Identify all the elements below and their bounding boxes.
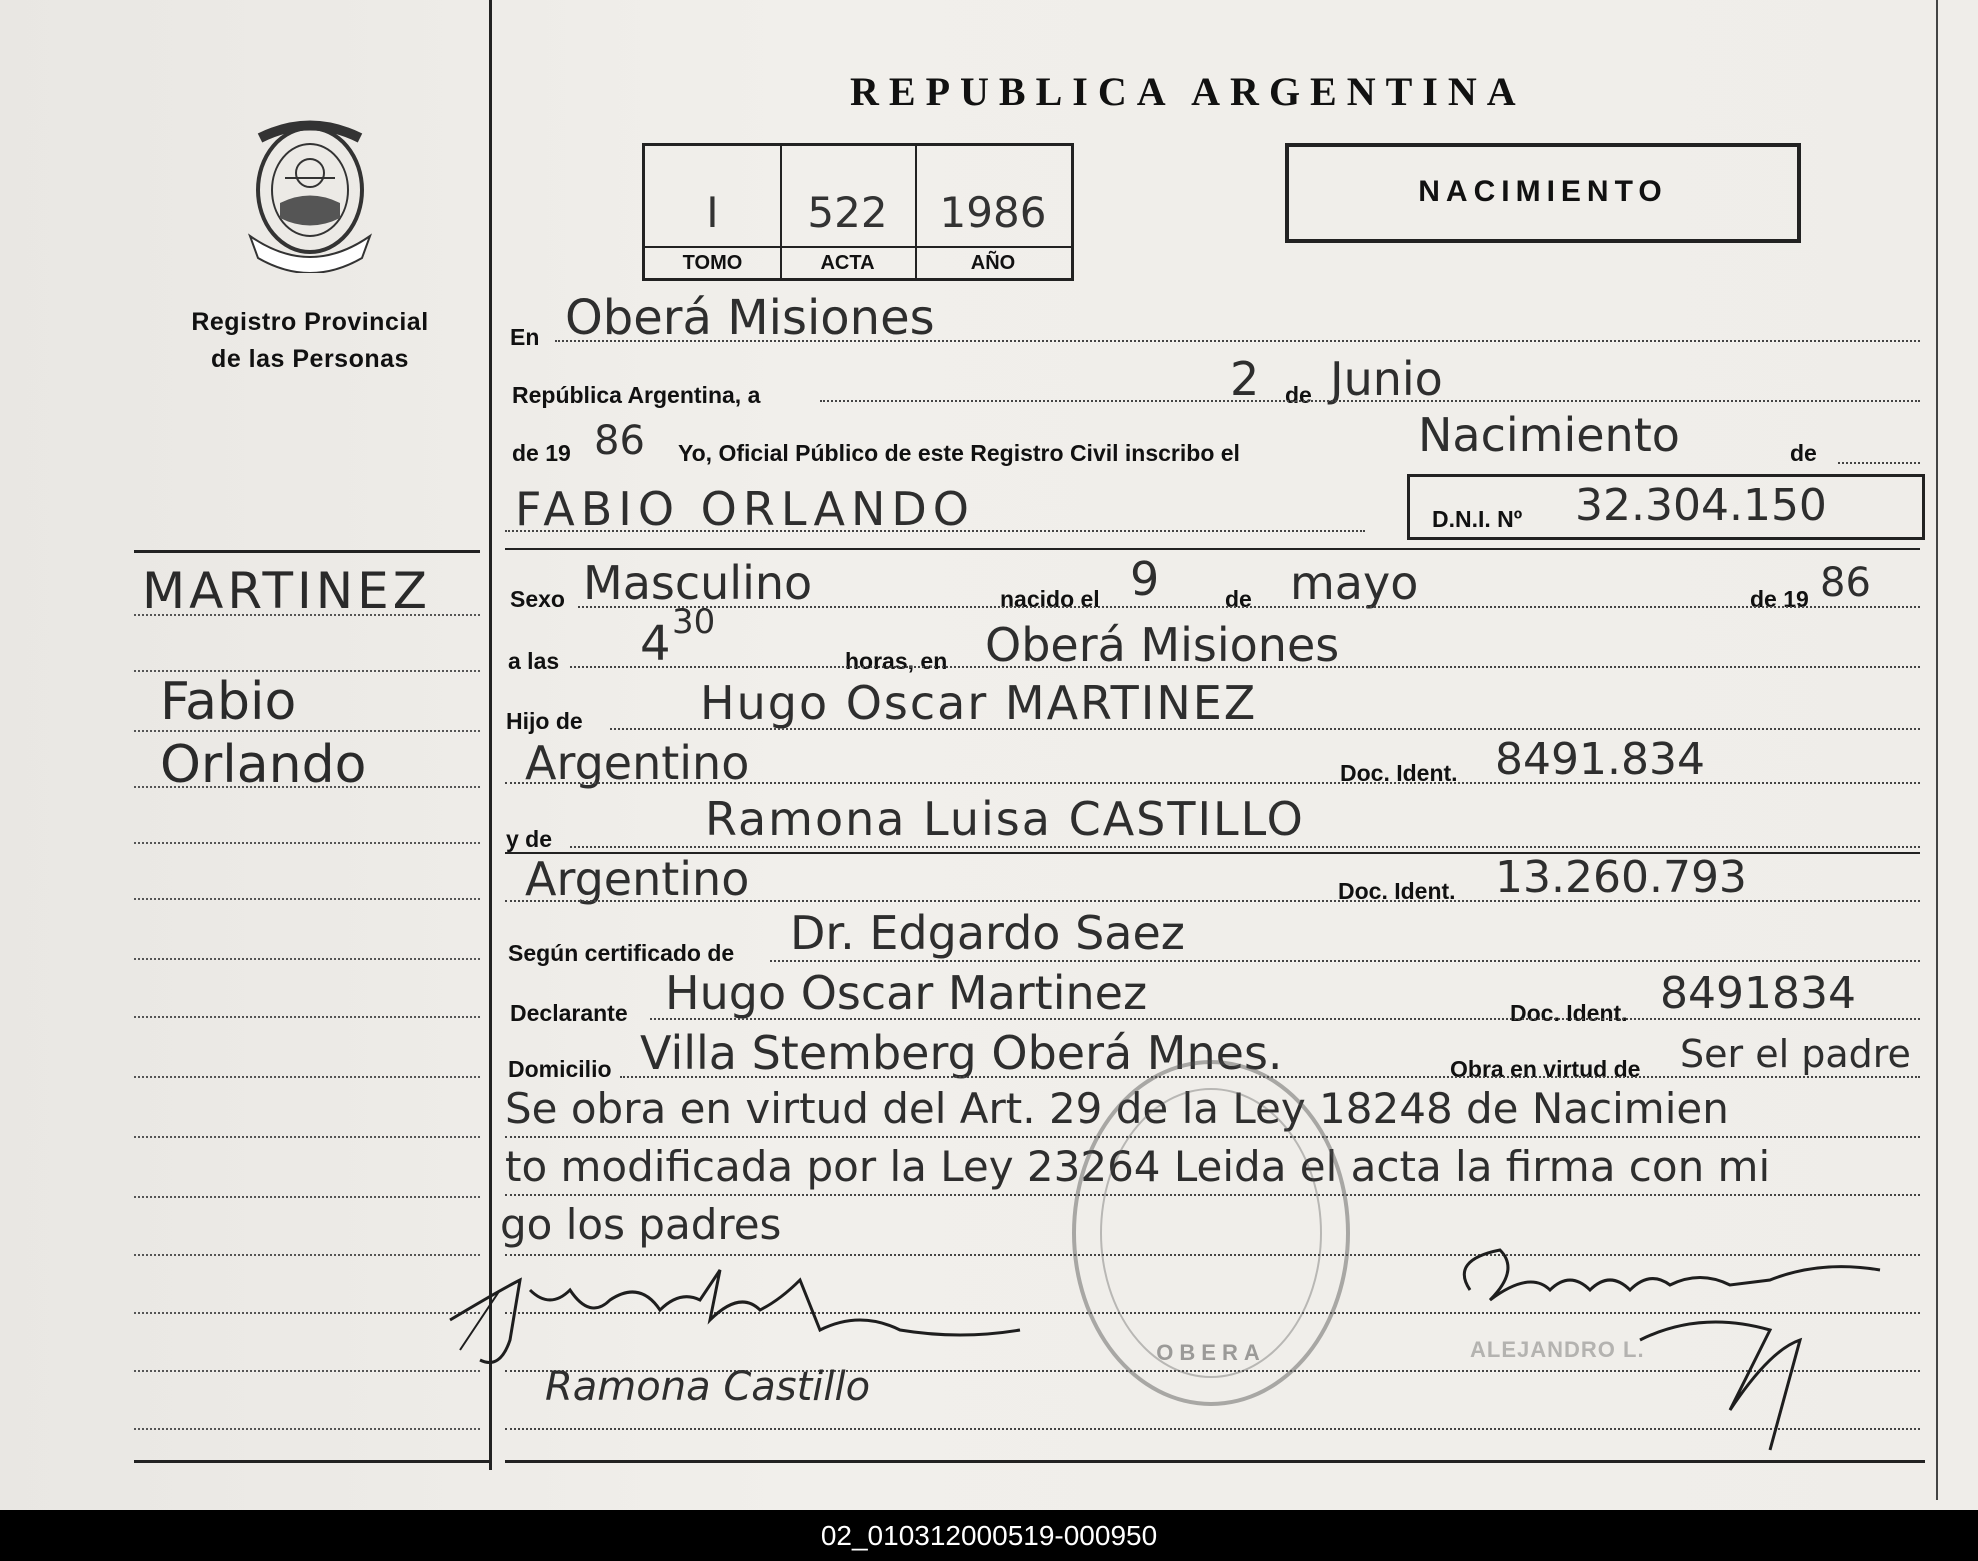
left-dotted-line bbox=[134, 1312, 480, 1314]
provincial-crest-icon bbox=[240, 118, 380, 273]
left-dotted-line bbox=[134, 1136, 480, 1138]
mother-name: Ramona Luisa CASTILLO bbox=[705, 792, 1305, 846]
dotted-line bbox=[555, 340, 1920, 342]
birth-day: 9 bbox=[1130, 552, 1160, 606]
obra-label: Obra en virtud de bbox=[1450, 1056, 1641, 1082]
official-signature-icon bbox=[1440, 1230, 1920, 1460]
hijo-label: Hijo de bbox=[506, 708, 583, 734]
stamp-text: OBERA bbox=[1156, 1340, 1266, 1365]
official-name: ALEJANDRO L. bbox=[1470, 1337, 1645, 1362]
anio-label: AÑO bbox=[915, 246, 1071, 275]
registry-name bbox=[170, 304, 450, 378]
acta-value: 522 bbox=[807, 188, 888, 237]
father-name: Hugo Oscar MARTINEZ bbox=[700, 676, 1258, 730]
left-dotted-line bbox=[134, 1196, 480, 1198]
declarante-doc-label: Doc. Ident. bbox=[1510, 1000, 1628, 1026]
registry-line2: de las Personas bbox=[211, 345, 409, 373]
record-number-box bbox=[642, 143, 1074, 281]
day-value: 2 bbox=[1230, 352, 1260, 406]
certificado-value: Dr. Edgardo Saez bbox=[790, 906, 1185, 960]
oficial-label: Yo, Oficial Público de este Registro Civil inscribo el bbox=[678, 440, 1240, 466]
sexo-label: Sexo bbox=[510, 586, 565, 612]
left-rule bbox=[134, 550, 480, 553]
dotted-line bbox=[770, 960, 1920, 962]
birth-month: mayo bbox=[1290, 556, 1419, 610]
left-dotted-line bbox=[134, 1016, 480, 1018]
bottom-rule bbox=[505, 1460, 1925, 1463]
side-given-name-2: Orlando bbox=[160, 735, 367, 795]
stamp-inner-ring bbox=[1100, 1088, 1322, 1378]
month-value: Junio bbox=[1330, 352, 1443, 406]
note-line-2: to modificada por la Ley 23264 Leida el acta la firma con mi bbox=[505, 1142, 1771, 1191]
de-end-label: de bbox=[1790, 440, 1817, 466]
father-doc: 8491.834 bbox=[1495, 734, 1705, 785]
dni-value: 32.304.150 bbox=[1575, 480, 1827, 531]
note-line-1: Se obra en virtud del Art. 29 de la Ley 18248 de Nacimien bbox=[505, 1084, 1729, 1133]
birth-de-label: de bbox=[1225, 586, 1252, 612]
left-bottom-rule bbox=[134, 1460, 490, 1463]
dotted-line bbox=[610, 728, 1920, 730]
footer-id: 02_010312000519-000950 bbox=[0, 1510, 1978, 1561]
left-dotted-line bbox=[134, 1370, 480, 1372]
dotted-line bbox=[570, 666, 1920, 668]
mother-doc-label: Doc. Ident. bbox=[1338, 878, 1456, 904]
horas-label: horas, en bbox=[845, 648, 948, 674]
tomo-label: TOMO bbox=[645, 246, 780, 275]
yde-label: y de bbox=[506, 826, 553, 852]
anio-cell bbox=[915, 146, 1071, 278]
birth-minutes: 30 bbox=[672, 602, 716, 642]
left-dotted-line bbox=[134, 786, 480, 788]
left-dotted-line bbox=[134, 958, 480, 960]
dotted-line bbox=[578, 606, 1920, 608]
note-line-3: go los padres bbox=[500, 1200, 782, 1249]
year-value: 86 bbox=[594, 418, 645, 464]
tomo-value: I bbox=[706, 188, 719, 237]
obra-value: Ser el padre bbox=[1680, 1032, 1911, 1076]
birth-place: Oberá Misiones bbox=[985, 618, 1340, 672]
dotted-line bbox=[505, 782, 1920, 784]
dotted-line bbox=[570, 846, 1920, 848]
acta-label: ACTA bbox=[780, 246, 915, 275]
dotted-line bbox=[1838, 462, 1920, 464]
de19-label: de 19 bbox=[512, 440, 571, 466]
birth-year: 86 bbox=[1820, 560, 1871, 606]
de-label: de bbox=[1285, 382, 1312, 408]
declarante-label: Declarante bbox=[510, 1000, 628, 1026]
left-dotted-line bbox=[134, 842, 480, 844]
acta-cell bbox=[780, 146, 917, 278]
left-dotted-line bbox=[134, 1076, 480, 1078]
mother-nationality: Argentino bbox=[525, 852, 750, 906]
side-given-name-1: Fabio bbox=[160, 672, 297, 732]
official-stamp bbox=[1072, 1060, 1350, 1406]
father-doc-label: Doc. Ident. bbox=[1340, 760, 1458, 786]
declarante-doc: 8491834 bbox=[1660, 968, 1856, 1019]
alas-label: a las bbox=[508, 648, 560, 674]
dotted-line bbox=[820, 400, 1920, 402]
left-dotted-line bbox=[134, 1428, 480, 1430]
declarante-value: Hugo Oscar Martinez bbox=[665, 966, 1148, 1020]
mother-signature: Ramona Castillo bbox=[545, 1364, 871, 1410]
republica-label: República Argentina, a bbox=[512, 382, 761, 408]
dotted-line bbox=[650, 1018, 1920, 1020]
en-value: Oberá Misiones bbox=[565, 290, 935, 346]
page-edge bbox=[1936, 0, 1938, 1500]
father-signature-icon bbox=[440, 1250, 1040, 1380]
dni-label: D.N.I. Nº bbox=[1432, 506, 1523, 532]
nacido-label: nacido el bbox=[1000, 586, 1100, 612]
sexo-value: Masculino bbox=[583, 556, 813, 610]
left-dotted-line bbox=[134, 670, 480, 672]
anio-value: 1986 bbox=[939, 188, 1047, 237]
birth-hour: 4 bbox=[640, 616, 671, 672]
birth-de19-label: de 19 bbox=[1750, 586, 1809, 612]
dotted-line bbox=[505, 530, 1365, 532]
left-dotted-line bbox=[134, 730, 480, 732]
record-type-box bbox=[1285, 143, 1801, 243]
registry-line1: Registro Provincial bbox=[191, 308, 429, 336]
dotted-line bbox=[505, 900, 1920, 902]
country-title: REPUBLICA ARGENTINA bbox=[850, 69, 1526, 114]
domicilio-value: Villa Stemberg Oberá Mnes. bbox=[640, 1026, 1283, 1080]
left-dotted-line bbox=[134, 1254, 480, 1256]
domicilio-label: Domicilio bbox=[508, 1056, 612, 1082]
record-type: NACIMIENTO bbox=[1418, 175, 1668, 208]
en-label: En bbox=[510, 324, 540, 350]
mother-doc: 13.260.793 bbox=[1495, 852, 1747, 903]
tomo-cell bbox=[645, 146, 782, 278]
father-nationality: Argentino bbox=[525, 736, 750, 790]
left-dotted-line bbox=[134, 614, 480, 616]
left-dotted-line bbox=[134, 898, 480, 900]
section-rule bbox=[505, 548, 1920, 550]
side-surname: MARTINEZ bbox=[142, 562, 431, 620]
acto-value: Nacimiento bbox=[1418, 408, 1680, 462]
certificado-label: Según certificado de bbox=[508, 940, 735, 966]
full-name-value: FABIO ORLANDO bbox=[515, 482, 976, 536]
